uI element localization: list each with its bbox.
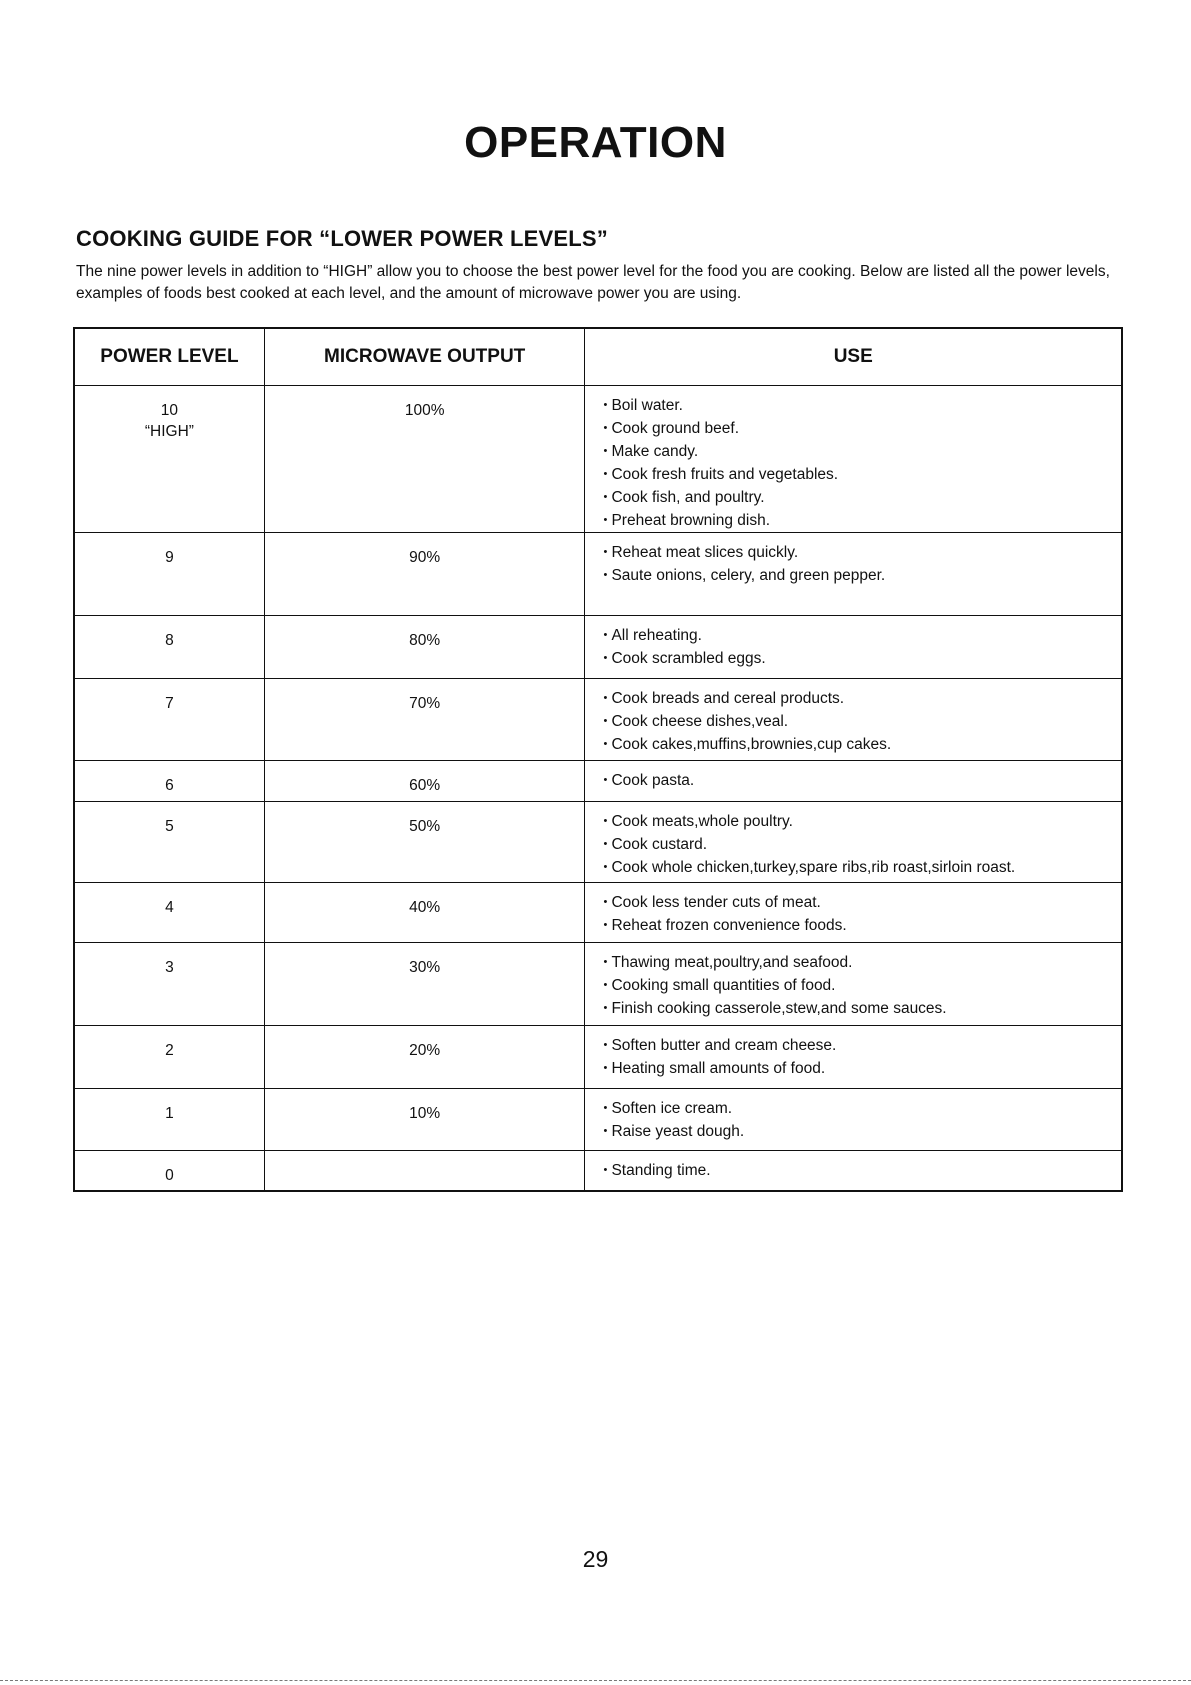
use-item-text: Cook cheese dishes,veal. — [611, 713, 789, 730]
use-item-text: Cooking small quantities of food. — [611, 977, 836, 994]
use-item-text: Cook fish, and poultry. — [611, 489, 765, 506]
use-item — [603, 769, 1121, 792]
header-microwave-output: MICROWAVE OUTPUT — [264, 328, 585, 386]
use-item — [603, 1034, 1121, 1057]
header-row — [74, 328, 1122, 386]
power-level-cell — [74, 1026, 264, 1089]
use-cell — [585, 1151, 1122, 1191]
power-level-cell — [74, 802, 264, 883]
use-item-text: Saute onions, celery, and green pepper. — [611, 567, 886, 584]
use-item-text: Cook cakes,muffins,brownies,cup cakes. — [611, 736, 892, 753]
use-item — [603, 564, 1121, 587]
power-level-value: 3 — [165, 959, 174, 976]
use-cell — [585, 679, 1122, 761]
use-item — [603, 974, 1121, 997]
power-level-value: 0 — [165, 1167, 174, 1184]
power-level-cell — [74, 1151, 264, 1191]
table-row — [74, 1089, 1122, 1151]
page-title: OPERATION — [464, 118, 727, 167]
page-number: 29 — [582, 1546, 609, 1572]
use-cell — [585, 1026, 1122, 1089]
use-item-text: Cook breads and cereal products. — [611, 690, 845, 707]
header-use: USE — [585, 328, 1122, 386]
use-cell — [585, 761, 1122, 802]
use-item — [603, 1057, 1121, 1080]
use-item-text: Cook ground beef. — [611, 420, 740, 437]
use-item — [603, 710, 1121, 733]
use-item — [603, 856, 1121, 879]
power-level-cell — [74, 616, 264, 679]
power-level-cell — [74, 943, 264, 1026]
power-level-value: 2 — [165, 1042, 174, 1059]
use-item — [603, 833, 1121, 856]
table-header — [74, 328, 1122, 386]
use-item — [603, 486, 1121, 509]
use-item — [603, 733, 1121, 756]
use-item — [603, 394, 1121, 417]
table-body — [74, 386, 1122, 1191]
table-row — [74, 802, 1122, 883]
microwave-output-cell: 90% — [264, 533, 585, 616]
use-item — [603, 541, 1121, 564]
intro-paragraph: The nine power levels in addition to “HIGH” allow you to choose the best power level for the food you are cooking. Below are listed all the power levels, examples of foods best cooked at each level, and the amount of microwave power you are using. — [76, 263, 1110, 302]
use-item — [603, 1120, 1121, 1143]
use-item-text: Cook custard. — [611, 836, 708, 853]
power-level-value: 8 — [165, 632, 174, 649]
power-level-value: 1 — [165, 1105, 174, 1122]
use-item — [603, 1159, 1121, 1182]
use-list — [603, 951, 1121, 1020]
table-row — [74, 1151, 1122, 1191]
use-list — [603, 394, 1121, 532]
section-heading: COOKING GUIDE FOR “LOWER POWER LEVELS” — [76, 226, 608, 251]
microwave-output-cell: 60% — [264, 761, 585, 802]
use-item — [603, 463, 1121, 486]
use-item — [603, 914, 1121, 937]
microwave-output-cell: 10% — [264, 1089, 585, 1151]
table-row — [74, 616, 1122, 679]
table-row — [74, 943, 1122, 1026]
use-list — [603, 769, 1121, 792]
power-level-value: 6 — [165, 777, 174, 794]
power-level-value: 4 — [165, 899, 174, 916]
use-item-text: Make candy. — [611, 443, 699, 460]
use-item — [603, 891, 1121, 914]
use-item-text: Cook less tender cuts of meat. — [611, 894, 821, 911]
use-item-text: Thawing meat,poultry,and seafood. — [611, 954, 853, 971]
use-list — [603, 1097, 1121, 1143]
use-list — [603, 687, 1121, 756]
use-item-text: All reheating. — [611, 627, 702, 644]
use-item-text: Cook scrambled eggs. — [611, 650, 766, 667]
use-item — [603, 810, 1121, 833]
use-item-text: Reheat meat slices quickly. — [611, 544, 799, 561]
microwave-output-cell: 100% — [264, 386, 585, 533]
microwave-output-cell: 20% — [264, 1026, 585, 1089]
use-item — [603, 647, 1121, 670]
use-item — [603, 417, 1121, 440]
power-level-cell — [74, 533, 264, 616]
microwave-output-cell: 30% — [264, 943, 585, 1026]
table-row — [74, 761, 1122, 802]
table-row — [74, 679, 1122, 761]
use-item — [603, 687, 1121, 710]
bottom-scan-rule — [0, 1680, 1191, 1681]
power-level-cell — [74, 1089, 264, 1151]
use-item-text: Cook whole chicken,turkey,spare ribs,rib roast,sirloin roast. — [611, 859, 1016, 876]
use-item — [603, 440, 1121, 463]
use-item — [603, 509, 1121, 532]
use-item — [603, 951, 1121, 974]
use-item-text: Cook fresh fruits and vegetables. — [611, 466, 839, 483]
use-list — [603, 541, 1121, 587]
power-level-value: 9 — [165, 549, 174, 566]
use-item-text: Soften butter and cream cheese. — [611, 1037, 837, 1054]
use-item — [603, 1097, 1121, 1120]
use-item-text: Preheat browning dish. — [611, 512, 771, 529]
use-item-text: Raise yeast dough. — [611, 1123, 745, 1140]
use-cell — [585, 943, 1122, 1026]
header-power-level: POWER LEVEL — [74, 328, 264, 386]
use-cell — [585, 616, 1122, 679]
use-cell — [585, 386, 1122, 533]
use-list — [603, 624, 1121, 670]
use-item-text: Standing time. — [611, 1162, 711, 1179]
table-row — [74, 1026, 1122, 1089]
table-row — [74, 533, 1122, 616]
use-item — [603, 997, 1121, 1020]
use-cell — [585, 1089, 1122, 1151]
power-level-cell — [74, 883, 264, 943]
power-level-table — [73, 327, 1123, 1192]
use-list — [603, 1159, 1121, 1182]
use-item-text: Cook pasta. — [611, 772, 695, 789]
use-list — [603, 1034, 1121, 1080]
microwave-output-cell: 80% — [264, 616, 585, 679]
use-item-text: Boil water. — [611, 397, 683, 414]
microwave-output-cell — [264, 1151, 585, 1191]
use-list — [603, 810, 1121, 879]
microwave-output-cell: 40% — [264, 883, 585, 943]
use-item-text: Reheat frozen convenience foods. — [611, 917, 847, 934]
use-item — [603, 624, 1121, 647]
table-row — [74, 883, 1122, 943]
microwave-output-cell: 50% — [264, 802, 585, 883]
power-level-value: 5 — [165, 818, 174, 835]
power-level-value: 7 — [165, 695, 174, 712]
use-item-text: Cook meats,whole poultry. — [611, 813, 793, 830]
power-level-cell — [74, 761, 264, 802]
use-cell — [585, 883, 1122, 943]
power-level-label: “HIGH” — [144, 423, 194, 440]
use-item-text: Heating small amounts of food. — [611, 1060, 826, 1077]
table-row — [74, 386, 1122, 533]
use-item-text: Soften ice cream. — [611, 1100, 733, 1117]
power-level-cell — [74, 386, 264, 533]
use-item-text: Finish cooking casserole,stew,and some sauces. — [611, 1000, 947, 1017]
use-cell — [585, 533, 1122, 616]
power-level-cell — [74, 679, 264, 761]
power-level-value: 10 — [160, 402, 179, 419]
use-list — [603, 891, 1121, 937]
use-cell — [585, 802, 1122, 883]
microwave-output-cell: 70% — [264, 679, 585, 761]
